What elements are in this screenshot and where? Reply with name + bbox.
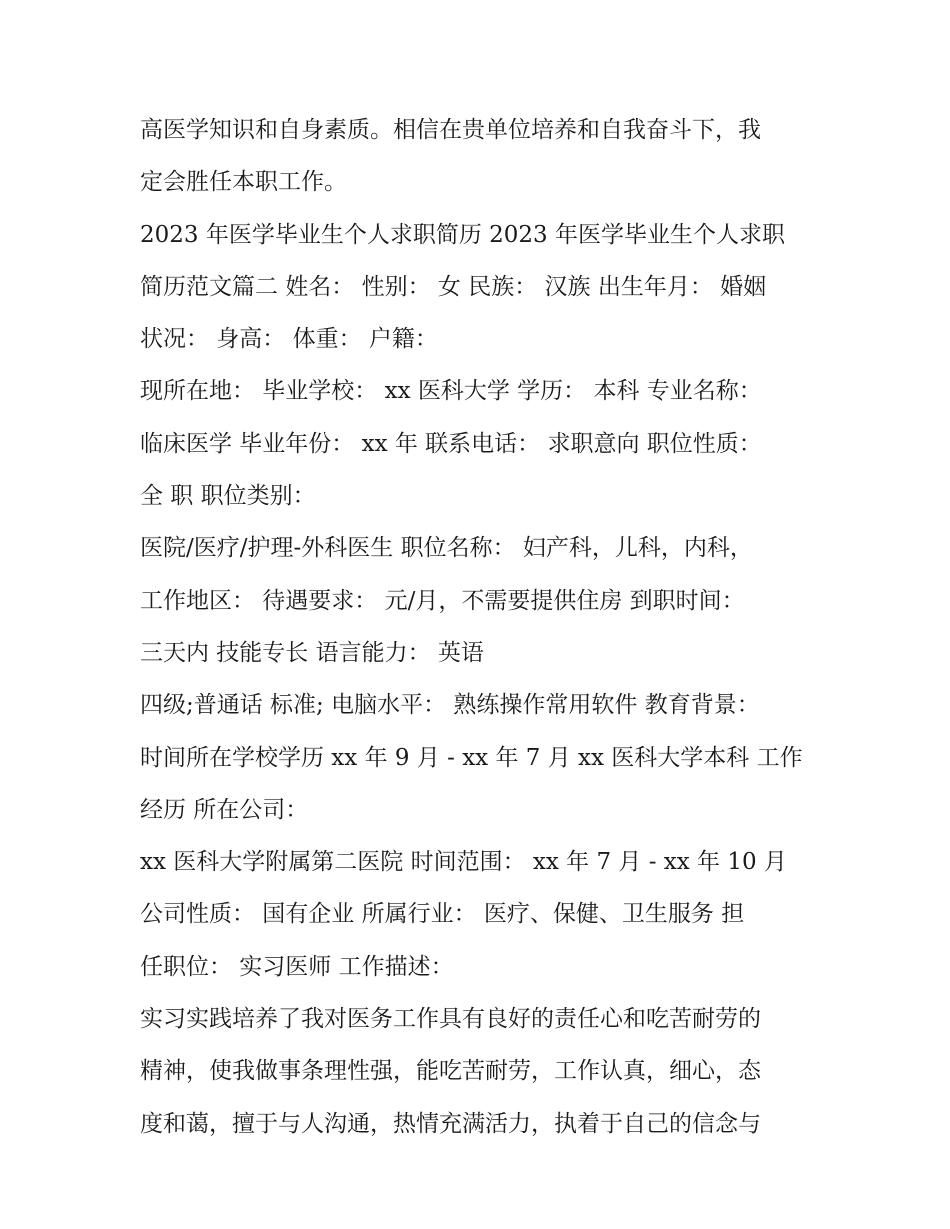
text-line: 公司性质： 国有企业 所属行业： 医疗、保健、卫生服务 担 [140, 901, 745, 928]
text-line: 精神，使我做事条理性强，能吃苦耐劳，工作认真，细心，态 [140, 1058, 761, 1085]
text-line: 实习实践培养了我对医务工作具有良好的责任心和吃苦耐劳的 [140, 1006, 761, 1033]
text-line: 定会胜任本职工作。 [140, 169, 347, 196]
text-line: 四级;普通话 标准; 电脑水平： 熟练操作常用软件 教育背景： [140, 692, 760, 719]
text-line: 高医学知识和自身素质。相信在贵单位培养和自我奋斗下，我 [140, 117, 761, 143]
document-body [140, 104, 820, 1150]
text-line: 全 职 职位类别： [140, 483, 316, 510]
text-line: 工作地区： 待遇要求： 元/月，不需要提供住房 到职时间： [140, 587, 745, 614]
text-line: xx 医科大学附属第二医院 时间范围： xx 年 7 月 - xx 年 10 月 [140, 849, 787, 876]
text-line: 现所在地： 毕业学校： xx 医科大学 学历： 本科 专业名称： [140, 378, 762, 405]
text-line: 任职位： 实习医师 工作描述： [140, 953, 454, 980]
text-line: 状况： 身高： 体重： 户籍： [140, 326, 438, 353]
text-line: 医院/医疗/护理-外科医生 职位名称： 妇产科，儿科，内科， [140, 535, 753, 562]
text-line: 时间所在学校学历 xx 年 9 月 - xx 年 7 月 xx 医科大学本科 工作 [140, 744, 803, 771]
text-line: 度和蔼，擅于与人沟通，热情充满活力，执着于自己的信念与 [140, 1110, 761, 1137]
text-line: 三天内 技能专长 语言能力： 英语 [140, 639, 484, 666]
text-line: 经历 所在公司： [140, 796, 309, 823]
text-line: 简历范文篇二 姓名： 性别： 女 民族： 汉族 出生年月： 婚姻 [140, 273, 767, 300]
text-line: 临床医学 毕业年份： xx 年 联系电话： 求职意向 职位性质： [140, 430, 762, 457]
text-line: 2023 年医学毕业生个人求职简历 2023 年医学毕业生个人求职 [140, 221, 785, 248]
